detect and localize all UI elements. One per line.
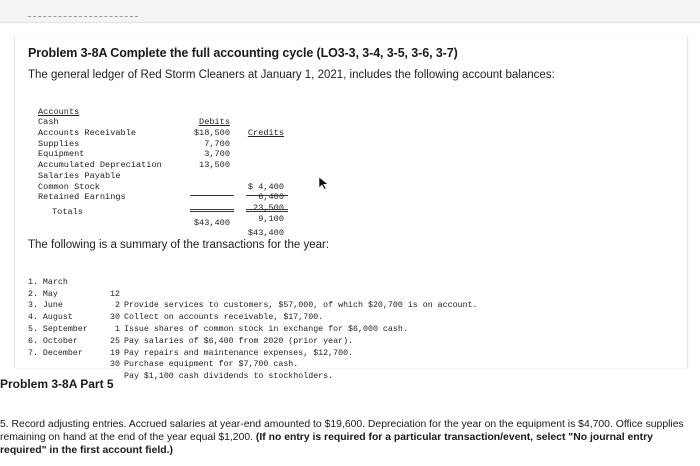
transaction-desc: Collect on accounts receivable, $17,700. (124, 313, 324, 323)
transaction-desc: Provide services to customers, $57,000, of which $20,700 is on account. (124, 301, 478, 311)
part-instruction-text: 5. Record adjusting entries. Accrued salaries at year-end amounted to $19,600. Depreciation for the year on the equipment is $4,700. Office supplies remaining on hand at the end of the year equal $1,200. (0, 419, 684, 443)
debit-total-rule (190, 195, 234, 196)
transaction-day: 30 (110, 313, 120, 323)
ledger-account: Retained Earnings (38, 192, 126, 203)
ledger-totals-credit: $43,400 (247, 228, 284, 239)
problem-title: Problem 3-8A Complete the full accounting cycle (LO3-3, 3-4, 3-5, 3-6, 3-7) (28, 46, 458, 60)
ledger-debit: 7,700 (204, 138, 230, 149)
transaction-month: 3. June (28, 301, 63, 311)
ledger-account: Salaries Payable (38, 170, 121, 181)
ledger-table (38, 96, 284, 239)
ledger-header-accounts: Accounts (38, 106, 80, 117)
ledger-account: Accumulated Depreciation (38, 160, 162, 171)
ledger-credit: 23,500 (253, 202, 284, 213)
credit-total-rule (246, 195, 288, 196)
ledger-account: Accounts Receivable (38, 128, 136, 139)
debit-double-underline (190, 209, 234, 212)
transaction-desc: Pay $1,100 cash dividends to stockholders. (124, 372, 334, 382)
ledger-debit: $18,500 (193, 128, 230, 139)
ledger-header-debits: Debits (199, 117, 230, 128)
mouse-pointer-icon (318, 176, 330, 190)
problem-intro: The general ledger of Red Storm Cleaners at January 1, 2021, includes the following account balances: (28, 69, 555, 81)
transaction-day: 25 (110, 336, 120, 346)
transaction-desc: Issue shares of common stock in exchange for $6,000 cash. (124, 324, 408, 334)
ledger-credit: 6,400 (258, 192, 284, 203)
transaction-month: 4. August (28, 313, 73, 323)
ledger-account: Equipment (38, 149, 85, 160)
part-instruction-note: (If no entry is required for a particular transaction/event, select "No journal entry required" in the first account field.) (0, 432, 653, 456)
ledger-account: Supplies (38, 138, 80, 149)
transaction-day: 1 (115, 324, 120, 334)
transaction-desc: Purchase equipment for $7,700 cash. (124, 360, 299, 370)
transaction-day: 2 (115, 301, 120, 311)
transaction-month: 5. September (28, 324, 88, 334)
part-title: Problem 3-8A Part 5 (0, 377, 114, 391)
part-instruction (0, 418, 700, 457)
ledger-account: Cash (38, 117, 59, 128)
ledger-header-credits: Credits (247, 128, 284, 139)
summary-title: The following is a summary of the transactions for the year: (28, 239, 330, 251)
transaction-desc: Pay repairs and maintenance expenses, $12,700. (124, 348, 354, 358)
ledger-totals-label: Totals (52, 206, 83, 217)
transaction-month: 6. October (28, 336, 78, 346)
ledger-credit: $ 4,400 (247, 181, 284, 192)
transaction-month: 7. December (28, 348, 83, 358)
ledger-totals-debit: $43,400 (193, 217, 230, 228)
transaction-day: 12 (110, 289, 120, 299)
dash-line (28, 16, 138, 17)
ledger-debit: 13,500 (199, 160, 230, 171)
credit-double-underline (246, 209, 288, 212)
ledger-credit: 9,100 (258, 213, 284, 224)
transaction-list (28, 265, 478, 382)
top-band (0, 0, 700, 23)
transaction-desc: Pay salaries of $6,400 from 2020 (prior year). (124, 336, 354, 346)
transaction-month: 2. May (28, 289, 58, 299)
ledger-account: Common Stock (38, 181, 100, 192)
transaction-day: 30 (110, 360, 120, 370)
transaction-month: 1. March (28, 277, 68, 287)
ledger-debit: 3,700 (204, 149, 230, 160)
transaction-day: 19 (110, 348, 120, 358)
